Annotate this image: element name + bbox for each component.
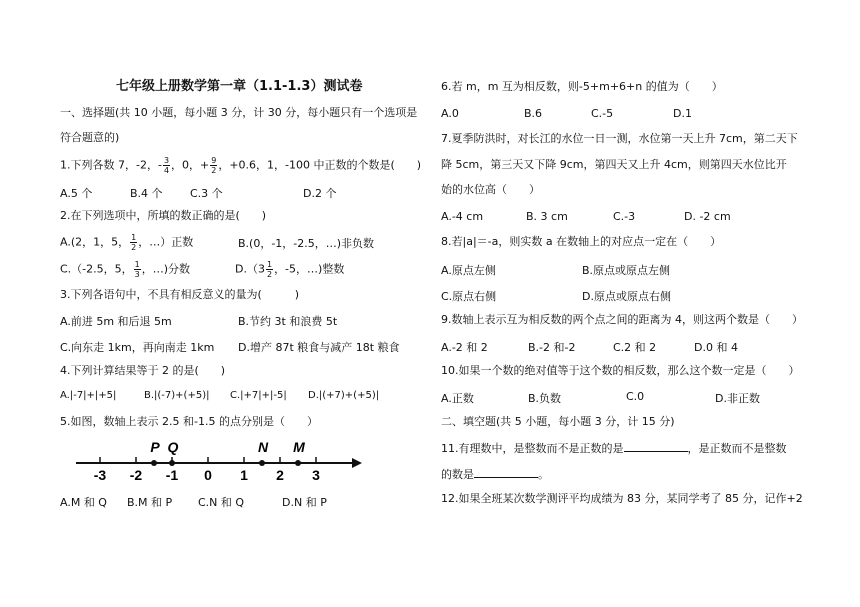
axis-point-label: P bbox=[150, 439, 160, 455]
fraction-3-4 bbox=[163, 156, 170, 175]
q11-text-b: ，是正数而不是整数 bbox=[687, 442, 787, 455]
axis-point-M bbox=[295, 460, 301, 466]
axis-point-Q bbox=[169, 460, 175, 466]
q4-option-a[interactable]: A.|-7|+|+5| bbox=[60, 390, 117, 401]
axis-tick-label: 2 bbox=[276, 467, 284, 483]
section-one-heading-cont: 符合题意的) bbox=[60, 131, 120, 144]
question-7-cont: 降 5cm，第三天又下降 9cm，第四天又上升 4cm，则第四天水位比开 bbox=[441, 158, 787, 171]
q1-option-c[interactable]: C.3 个 bbox=[190, 187, 223, 200]
fraction-9-2 bbox=[210, 156, 217, 175]
q5-option-b[interactable]: B.M 和 P bbox=[127, 496, 173, 509]
question-1 bbox=[60, 156, 421, 175]
axis-tick-label: -3 bbox=[93, 467, 107, 483]
q4-option-b[interactable]: B.|(-7)+(+5)| bbox=[144, 390, 210, 401]
question-11-cont bbox=[441, 466, 549, 482]
question-4: 4.下列计算结果等于 2 的是( ) bbox=[60, 364, 226, 377]
q2-option-b[interactable]: B.(0，-1，-2.5，…)非负数 bbox=[238, 237, 375, 250]
q3-option-b[interactable]: B.节约 3t 和浪费 5t bbox=[238, 315, 338, 328]
answer-blank-1[interactable] bbox=[624, 440, 688, 452]
q1-text-a: 1.下列各数 7，-2，- bbox=[60, 158, 162, 172]
q2-d-text: D.（3 bbox=[235, 262, 265, 276]
axis-point-label: N bbox=[257, 439, 269, 455]
q7-option-a[interactable]: A.-4 cm bbox=[441, 210, 484, 223]
q7-option-b[interactable]: B. 3 cm bbox=[526, 210, 568, 223]
question-8: 8.若|a|＝-a，则实数 a 在数轴上的对应点一定在（ ） bbox=[441, 235, 722, 248]
number-line-figure bbox=[70, 436, 370, 486]
q4-option-c[interactable]: C.|+7|+|-5| bbox=[230, 390, 287, 401]
q10-option-c[interactable]: C.0 bbox=[626, 390, 645, 403]
axis-point-N bbox=[259, 460, 265, 466]
q8-option-b[interactable]: B.原点或原点左侧 bbox=[582, 264, 671, 277]
q6-option-b[interactable]: B.6 bbox=[524, 107, 543, 120]
q1-option-d[interactable]: D.2 个 bbox=[303, 187, 337, 200]
fraction-1-2 bbox=[130, 233, 137, 252]
q1-text-b: ，0，+ bbox=[171, 158, 210, 172]
q9-option-a[interactable]: A.-2 和 2 bbox=[441, 341, 488, 354]
q5-option-a[interactable]: A.M 和 Q bbox=[60, 496, 107, 509]
q1-text-c: ，+0.6，1，-100 中正数的个数是( ) bbox=[218, 158, 422, 172]
section-one-heading: 一、选择题(共 10 小题，每小题 3 分，计 30 分，每小题只有一个选项是 bbox=[60, 106, 418, 119]
axis-point-label: M bbox=[293, 439, 305, 455]
q10-option-d[interactable]: D.非正数 bbox=[715, 392, 760, 405]
q4-option-d[interactable]: D.|(+7)+(+5)| bbox=[308, 390, 380, 401]
fraction-1-3 bbox=[134, 260, 141, 279]
q3-option-d[interactable]: D.增产 87t 粮食与减产 18t 粮食 bbox=[238, 341, 400, 354]
q2-option-d[interactable] bbox=[235, 260, 344, 279]
frac-num: 1 bbox=[131, 233, 137, 242]
page-title: 七年级上册数学第一章（1.1-1.3）测试卷 bbox=[116, 79, 363, 94]
q8-option-d[interactable]: D.原点或原点右侧 bbox=[582, 290, 671, 303]
q8-option-c[interactable]: C.原点右侧 bbox=[441, 290, 497, 303]
question-2: 2.在下列选项中，所填的数正确的是( ) bbox=[60, 209, 267, 222]
q2-c-text-end: ，…)分数 bbox=[141, 262, 191, 276]
q11-text-d: 。 bbox=[538, 468, 549, 481]
frac-den: 2 bbox=[211, 166, 217, 175]
q3-option-a[interactable]: A.前进 5m 和后退 5m bbox=[60, 315, 172, 328]
frac-den: 3 bbox=[134, 270, 140, 279]
question-5: 5.如图，数轴上表示 2.5 和-1.5 的点分别是（ ） bbox=[60, 415, 318, 428]
axis-point-P bbox=[151, 460, 157, 466]
frac-num: 9 bbox=[211, 156, 217, 165]
q1-option-a[interactable]: A.5 个 bbox=[60, 187, 93, 200]
section-two-heading: 二、填空题(共 5 小题，每小题 3 分，计 15 分) bbox=[441, 415, 675, 428]
q8-option-a[interactable]: A.原点左侧 bbox=[441, 264, 496, 277]
q6-option-a[interactable]: A.0 bbox=[441, 107, 459, 120]
answer-blank-2[interactable] bbox=[474, 466, 538, 478]
q11-text-a: 11.有理数中，是整数而不是正数的是 bbox=[441, 442, 624, 455]
question-3: 3.下列各语句中，不具有相反意义的量为( ) bbox=[60, 288, 300, 301]
q11-text-c: 的数是 bbox=[441, 468, 474, 481]
fraction-1-2 bbox=[266, 260, 273, 279]
axis-tick-label: -1 bbox=[165, 467, 179, 483]
question-10: 10.如果一个数的绝对值等于这个数的相反数，那么这个数一定是（ ） bbox=[441, 364, 800, 377]
q2-option-a[interactable] bbox=[60, 233, 193, 252]
q7-option-d[interactable]: D. -2 cm bbox=[684, 210, 731, 223]
q6-option-c[interactable]: C.-5 bbox=[591, 107, 614, 120]
question-9: 9.数轴上表示互为相反数的两个点之间的距离为 4，则这两个数是（ ） bbox=[441, 313, 803, 326]
q2-a-text: A.(2，1，5， bbox=[60, 235, 130, 249]
q10-option-a[interactable]: A.正数 bbox=[441, 392, 474, 405]
q9-option-c[interactable]: C.2 和 2 bbox=[613, 341, 657, 354]
axis-tick-label: -2 bbox=[129, 467, 143, 483]
axis-arrow-icon bbox=[352, 458, 362, 468]
frac-den: 2 bbox=[131, 243, 137, 252]
question-12: 12.如果全班某次数学测评平均成绩为 83 分，某同学考了 85 分，记作+2 bbox=[441, 492, 803, 505]
frac-num: 1 bbox=[266, 260, 273, 269]
q5-option-d[interactable]: D.N 和 P bbox=[282, 496, 327, 509]
frac-num: 1 bbox=[134, 260, 140, 269]
q9-option-b[interactable]: B.-2 和-2 bbox=[528, 341, 576, 354]
q3-option-c[interactable]: C.向东走 1km，再向南走 1km bbox=[60, 341, 215, 354]
question-7: 7.夏季防洪时，对长江的水位一日一测，水位第一天上升 7cm，第二天下 bbox=[441, 132, 798, 145]
question-6: 6.若 m，m 互为相反数，则-5+m+6+n 的值为（ ） bbox=[441, 80, 723, 93]
q2-option-c[interactable] bbox=[60, 260, 190, 279]
q7-option-c[interactable]: C.-3 bbox=[613, 210, 636, 223]
axis-tick-label: 0 bbox=[204, 467, 212, 483]
axis-tick-label: 3 bbox=[312, 467, 320, 483]
q5-option-c[interactable]: C.N 和 Q bbox=[198, 496, 245, 509]
axis-tick-label: 1 bbox=[240, 467, 248, 483]
frac-den: 2 bbox=[266, 270, 273, 279]
q6-option-d[interactable]: D.1 bbox=[673, 107, 692, 120]
q1-option-b[interactable]: B.4 个 bbox=[130, 187, 163, 200]
axis-point-label: Q bbox=[167, 439, 179, 455]
frac-num: 3 bbox=[163, 156, 170, 165]
question-7-cont2: 始的水位高（ ） bbox=[441, 183, 540, 196]
q2-d-text-end: ，-5，…)整数 bbox=[274, 262, 345, 276]
q10-option-b[interactable]: B.负数 bbox=[528, 392, 562, 405]
frac-den: 4 bbox=[163, 166, 170, 175]
q2-a-text-end: ，…）正数 bbox=[138, 235, 194, 249]
q9-option-d[interactable]: D.0 和 4 bbox=[694, 341, 738, 354]
q2-c-text: C.（-2.5，5， bbox=[60, 262, 133, 276]
question-11 bbox=[441, 440, 787, 456]
